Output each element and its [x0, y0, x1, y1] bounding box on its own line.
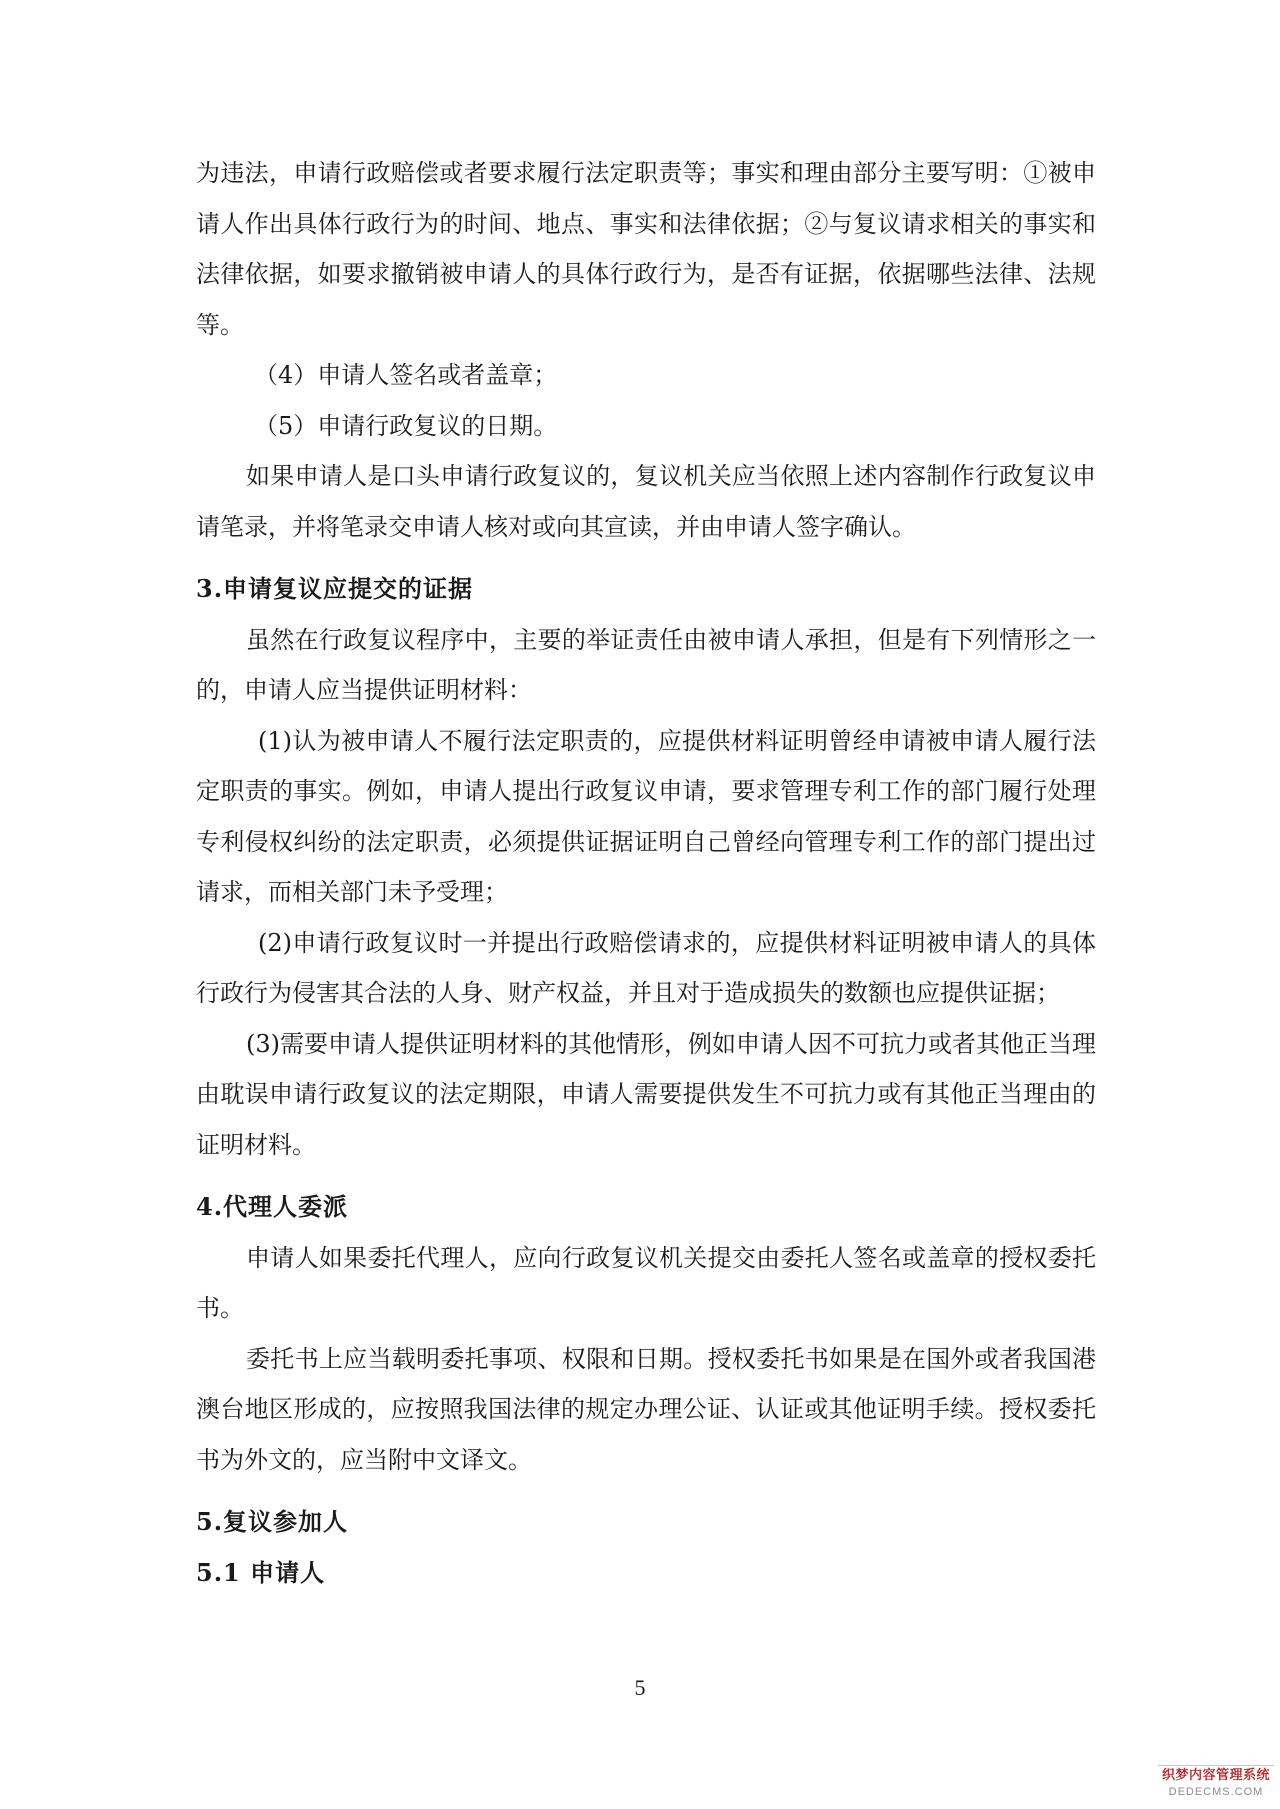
paragraph-continuation: 为违法，申请行政赔偿或者要求履行法定职责等；事实和理由部分主要写明：①被申请人作出具体行政行为的时间、地点、事实和法律依据；②与复议请求相关的事实和法律依据，如要求撤销被申请人的具体行政行为，是否有证据，依据哪些法律、法规等。: [196, 159, 1096, 339]
evidence-item-3: (3)需要申请人提供证明材料的其他情形，例如申请人因不可抗力或者其他正当理由耽误申请行政复议的法定期限，申请人需要提供发生不可抗力或有其他正当理由的证明材料。: [196, 1029, 1096, 1159]
paragraph-oral-application: 如果申请人是口头申请行政复议的，复议机关应当依照上述内容制作行政复议申请笔录，并将笔录交申请人核对或向其宣读，并由申请人签字确认。: [196, 462, 1096, 541]
section-heading-3: 3.申请复议应提交的证据: [196, 574, 474, 603]
evidence-item-1: (1)认为被申请人不履行法定职责的，应提供材料证明曾经申请被申请人履行法定职责的事实。例如，申请人提出行政复议申请，要求管理专利工作的部门履行处理专利侵权纠纷的法定职责，必须提供证据证明自己曾经向管理专利工作的部门提出过请求，而相关部门未予受理；: [196, 726, 1096, 906]
evidence-item-2: (2)申请行政复议时一并提出行政赔偿请求的，应提供材料证明被申请人的具体行政行为侵害其合法的人身、财产权益，并且对于造成损失的数额也应提供证据；: [196, 928, 1096, 1007]
list-item-5: （5）申请行政复议的日期。: [254, 411, 558, 440]
paragraph-evidence-intro: 虽然在行政复议程序中，主要的举证责任由被申请人承担，但是有下列情形之一的，申请人应当提供证明材料：: [196, 625, 1096, 704]
watermark-text-cn: 织梦内容管理系统: [1158, 1765, 1274, 1784]
subsection-heading-5-1: 5.1 申请人: [196, 1557, 326, 1587]
list-item-4: （4）申请人签名或者盖章；: [254, 361, 558, 389]
page-number: 5: [634, 1675, 646, 1700]
document-body: [196, 148, 1096, 1598]
watermark-text-en: DEDECMS.COM: [1168, 1786, 1264, 1798]
watermark-logo: [1158, 1765, 1274, 1805]
section-heading-4: 4.代理人委派: [196, 1192, 349, 1221]
section-heading-5: 5.复议参加人: [196, 1507, 349, 1536]
paragraph-agent-1: 申请人如果委托代理人，应向行政复议机关提交由委托人签名或盖章的授权委托书。: [196, 1243, 1096, 1322]
paragraph-agent-2: 委托书上应当载明委托事项、权限和日期。授权委托书如果是在国外或者我国港澳台地区形成的，应按照我国法律的规定办理公证、认证或其他证明手续。授权委托书为外文的，应当附中文译文。: [196, 1344, 1096, 1474]
